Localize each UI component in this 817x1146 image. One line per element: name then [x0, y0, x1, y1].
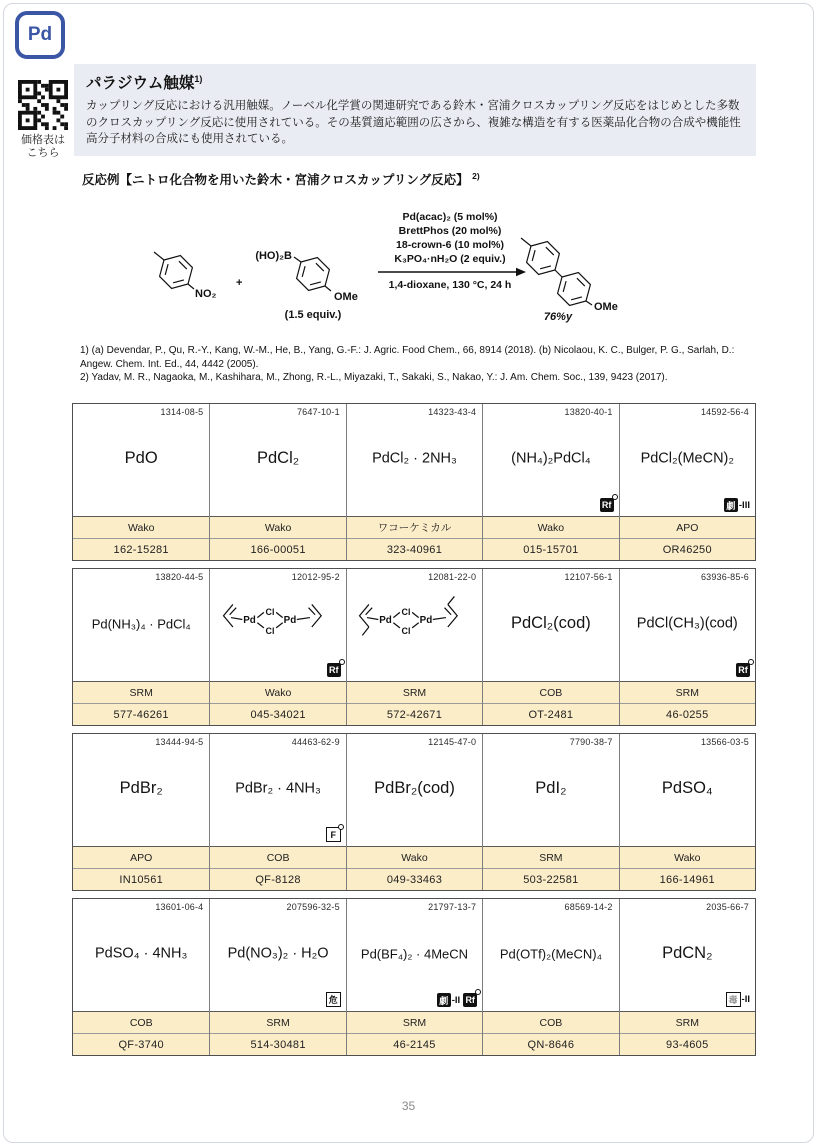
svg-text:Pd: Pd [379, 615, 393, 627]
geki-3-badge-icon: 劇 [724, 498, 738, 512]
cas-number: 7647-10-1 [296, 407, 340, 417]
product-main-area [347, 569, 482, 681]
plus-sign: + [236, 277, 243, 289]
rf-badge-icon: Rf [736, 663, 750, 677]
qr-code-icon[interactable] [18, 80, 68, 130]
formula: PdCl₂ · 2NH₃ [372, 450, 457, 467]
product-cell [73, 899, 209, 1055]
cas-number: 12145-47-0 [428, 737, 477, 747]
vendor-name: COB [483, 1011, 618, 1033]
cas-number: 207596-32-5 [286, 902, 340, 912]
doku-2-badge-icon-class: -II [741, 994, 750, 1005]
product-code: 514-30481 [210, 1033, 345, 1055]
formula: PdI₂ [535, 778, 567, 797]
product-main-area [347, 899, 482, 1011]
product-code: 572-42671 [347, 703, 482, 725]
svg-text:Cl: Cl [265, 626, 275, 637]
cas-number: 1314-08-5 [160, 407, 204, 417]
vendor-name: SRM [347, 681, 482, 703]
vendor-name: APO [73, 846, 209, 868]
product-row-group [72, 403, 756, 561]
formula: PdCl₂ [257, 448, 300, 467]
scheme-bonds [154, 238, 592, 305]
svg-text:Cl: Cl [402, 626, 411, 637]
product-cell [73, 734, 209, 890]
vendor-name: SRM [620, 1011, 755, 1033]
product-code: 46-2145 [347, 1033, 482, 1055]
formula: PdBr₂(cod) [374, 778, 455, 797]
product-code: 46-0255 [620, 703, 755, 725]
product-cell [482, 569, 618, 725]
geki-2-badge-icon: 劇 [437, 993, 451, 1007]
reaction-reference-mark: 2) [472, 170, 480, 181]
no2-label: NO₂ [195, 288, 217, 300]
equiv-label: (1.5 equiv.) [284, 309, 342, 321]
vendor-name: SRM [620, 681, 755, 703]
product-code: 166-14961 [620, 868, 755, 890]
product-main-area [483, 734, 618, 846]
product-code: 503-22581 [483, 868, 618, 890]
cas-number: 12107-56-1 [564, 572, 613, 582]
product-cell [482, 734, 618, 890]
cas-number: 7790-38-7 [569, 737, 613, 747]
product-cell [619, 899, 755, 1055]
product-cell [482, 404, 618, 560]
formula: Pd(OTf)₂(MeCN)₄ [499, 946, 602, 962]
product-main-area [483, 404, 618, 516]
svg-text:Cl: Cl [402, 606, 411, 617]
product-main-area [210, 734, 345, 846]
condition-line-3: 18-crown-6 (10 mol%) [396, 239, 504, 251]
product-code: 162-15281 [73, 538, 209, 560]
formula: (NH₄)₂PdCl₄ [511, 450, 591, 467]
formula: Pd(NH₃)₄ · PdCl₄ [91, 616, 191, 632]
product-main-area [347, 404, 482, 516]
boronic-acid-label: (HO)₂B [255, 250, 292, 262]
product-main-area [347, 734, 482, 846]
product-cell [209, 899, 345, 1055]
svg-text:Pd: Pd [420, 615, 433, 627]
svg-text:Pd: Pd [243, 615, 256, 627]
reference-1: 1) (a) Devendar, P., Qu, R.-Y., Kang, W.-M., He, B., Yang, G.-F.: J. Agric. Food Chem., 66, 8914 (2018). (b) Nicolaou, K. C., Bulger, P. G., Sarlah, D.: Angew. Chem. Int. Ed., 44, 4442 (2005). [80, 345, 735, 370]
element-symbol-label: Pd [27, 24, 53, 45]
cas-number: 12012-95-2 [291, 572, 340, 582]
vendor-name: Wako [347, 846, 482, 868]
section-description: カップリング反応における汎用触媒。ノーベル化学賞の関連研究である鈴木・宮浦クロスカップリング反応をはじめとした多数のクロスカップリング反応に使用されている。その基質適応範囲の広さから、複雑な構造を有する医薬品化合物の合成や機能性高分子材料の合成にも使用されている。 [86, 100, 741, 145]
product-main-area [620, 899, 755, 1011]
reaction-example-heading: 反応例【ニトロ化合物を用いた鈴木・宮浦クロスカップリング反応】 $^{2)}$ [82, 170, 480, 187]
vendor-name: COB [483, 681, 618, 703]
freezer-badge-icon: F [326, 827, 341, 842]
product-code: 577-46261 [73, 703, 209, 725]
geki-3-badge-icon-class: -III [738, 499, 750, 511]
product-row-group [72, 733, 756, 891]
product-code: 323-40961 [347, 538, 482, 560]
vendor-name: Wako [73, 516, 209, 538]
structure-container [352, 595, 476, 653]
product-cell [209, 404, 345, 560]
product-cell [209, 734, 345, 890]
formula: PdCl(CH₃)(cod) [636, 615, 738, 632]
badge-list [600, 498, 614, 512]
cas-number: 13566-03-5 [700, 737, 749, 747]
condition-below-arrow: 1,4-dioxane, 130 °C, 24 h [388, 279, 512, 291]
badge-list [437, 993, 477, 1007]
page-title: パラジウム触媒$^{1)}$ [86, 73, 203, 92]
vendor-name: Wako [210, 516, 345, 538]
rf-badge-icon: Rf [463, 993, 477, 1007]
cas-number: 44463-62-9 [291, 737, 340, 747]
product-cell [619, 734, 755, 890]
condition-line-1: Pd(acac)₂ (5 mol%) [402, 211, 498, 223]
product-code: OT-2481 [483, 703, 618, 725]
cas-number: 68569-14-2 [564, 902, 613, 912]
doku-2-badge-icon: 毒 [726, 992, 741, 1007]
product-cell [73, 404, 209, 560]
cas-number: 21797-13-7 [428, 902, 477, 912]
structure-drawing [216, 595, 340, 648]
vendor-name: COB [210, 846, 345, 868]
formula: PdCN₂ [662, 943, 713, 962]
product-main-area [483, 569, 618, 681]
product-main-area [73, 734, 209, 846]
product-code: 015-15701 [483, 538, 618, 560]
product-cell [346, 734, 482, 890]
product-cell [619, 569, 755, 725]
product-row-group [72, 898, 756, 1056]
formula: PdCl₂(MeCN)₂ [640, 450, 734, 467]
svg-text:Cl: Cl [265, 606, 275, 617]
vendor-name: COB [73, 1011, 209, 1033]
product-cell [346, 569, 482, 725]
product-code: 93-4605 [620, 1033, 755, 1055]
product-main-area [620, 404, 755, 516]
product-main-area [620, 569, 755, 681]
product-code: QF-8128 [210, 868, 345, 890]
formula: PdBr₂ · 4NH₃ [235, 780, 321, 797]
cas-number: 14592-56-4 [700, 407, 749, 417]
product-code: 045-34021 [210, 703, 345, 725]
kiken-badge-icon: 危 [326, 992, 341, 1007]
vendor-name: APO [620, 516, 755, 538]
structure-drawing [352, 595, 476, 648]
product-main-area [483, 899, 618, 1011]
product-grid [72, 403, 756, 1063]
rf-badge-icon: Rf [327, 663, 341, 677]
element-symbol-logo [15, 11, 65, 59]
references [80, 344, 756, 385]
rf-badge-icon: Rf [600, 498, 614, 512]
badge-list [326, 827, 341, 842]
badge-list [327, 663, 341, 677]
product-row-group [72, 568, 756, 726]
yield-label: 76%y [543, 311, 573, 323]
cas-number: 2035-66-7 [706, 902, 749, 912]
reaction-scheme [88, 200, 728, 338]
product-main-area [210, 569, 345, 681]
vendor-name: Wako [620, 846, 755, 868]
formula: PdSO₄ · 4NH₃ [94, 945, 188, 962]
product-cell [619, 404, 755, 560]
product-code: OR46250 [620, 538, 755, 560]
badge-list [736, 663, 750, 677]
badge-list [326, 992, 341, 1007]
cas-number: 63936-85-6 [700, 572, 749, 582]
cas-number: 12081-22-0 [428, 572, 477, 582]
formula: PdCl₂(cod) [511, 613, 591, 632]
cas-number: 13820-40-1 [564, 407, 613, 417]
vendor-name: SRM [483, 846, 618, 868]
product-cell [346, 899, 482, 1055]
product-code: QN-8646 [483, 1033, 618, 1055]
svg-text:Pd: Pd [283, 615, 297, 627]
product-main-area [210, 899, 345, 1011]
product-code: IN10561 [73, 868, 209, 890]
product-main-area [73, 899, 209, 1011]
formula: PdBr₂ [119, 778, 163, 797]
product-main-area [210, 404, 345, 516]
product-cell [73, 569, 209, 725]
product-cell [209, 569, 345, 725]
vendor-name: Wako [483, 516, 618, 538]
condition-line-2: BrettPhos (20 mol%) [398, 225, 502, 237]
product-main-area [620, 734, 755, 846]
page-number: 35 [401, 1099, 416, 1113]
badge-list [726, 992, 750, 1007]
formula: PdO [124, 448, 158, 467]
cas-number: 13601-06-4 [155, 902, 204, 912]
product-code: 049-33463 [347, 868, 482, 890]
formula: Pd(BF₄)₂ · 4MeCN [360, 946, 469, 962]
cas-number: 14323-43-4 [428, 407, 477, 417]
cas-number: 13820-44-5 [155, 572, 204, 582]
vendor-name: SRM [73, 681, 209, 703]
vendor-name: SRM [347, 1011, 482, 1033]
condition-line-4: K₃PO₄·nH₂O (2 equiv.) [394, 253, 506, 265]
product-main-area [73, 569, 209, 681]
methoxy-label-product: OMe [594, 301, 618, 313]
vendor-name: ワコーケミカル [347, 516, 482, 538]
badge-list [724, 498, 750, 512]
methoxy-label-reagent: OMe [334, 291, 358, 303]
cas-number: 13444-94-5 [155, 737, 204, 747]
vendor-name: SRM [210, 1011, 345, 1033]
product-cell [346, 404, 482, 560]
formula: Pd(NO₃)₂ · H₂O [227, 945, 329, 962]
product-cell [482, 899, 618, 1055]
product-code: QF-3740 [73, 1033, 209, 1055]
formula: PdSO₄ [661, 778, 713, 797]
vendor-name: Wako [210, 681, 345, 703]
section-header [74, 64, 756, 156]
title-reference-mark: 1) [194, 73, 203, 84]
product-main-area [73, 404, 209, 516]
qr-caption: 価格表は こちら [21, 134, 65, 159]
geki-2-badge-icon-class: -II [451, 994, 461, 1006]
structure-container [216, 595, 340, 653]
reference-2: 2) Yadav, M. R., Nagaoka, M., Kashihara, M., Zhong, R.-L., Miyazaki, T., Sakaki, S., Nakao, Y.: J. Am. Chem. Soc., 139, 9423 (2017). [80, 372, 668, 383]
product-code: 166-00051 [210, 538, 345, 560]
